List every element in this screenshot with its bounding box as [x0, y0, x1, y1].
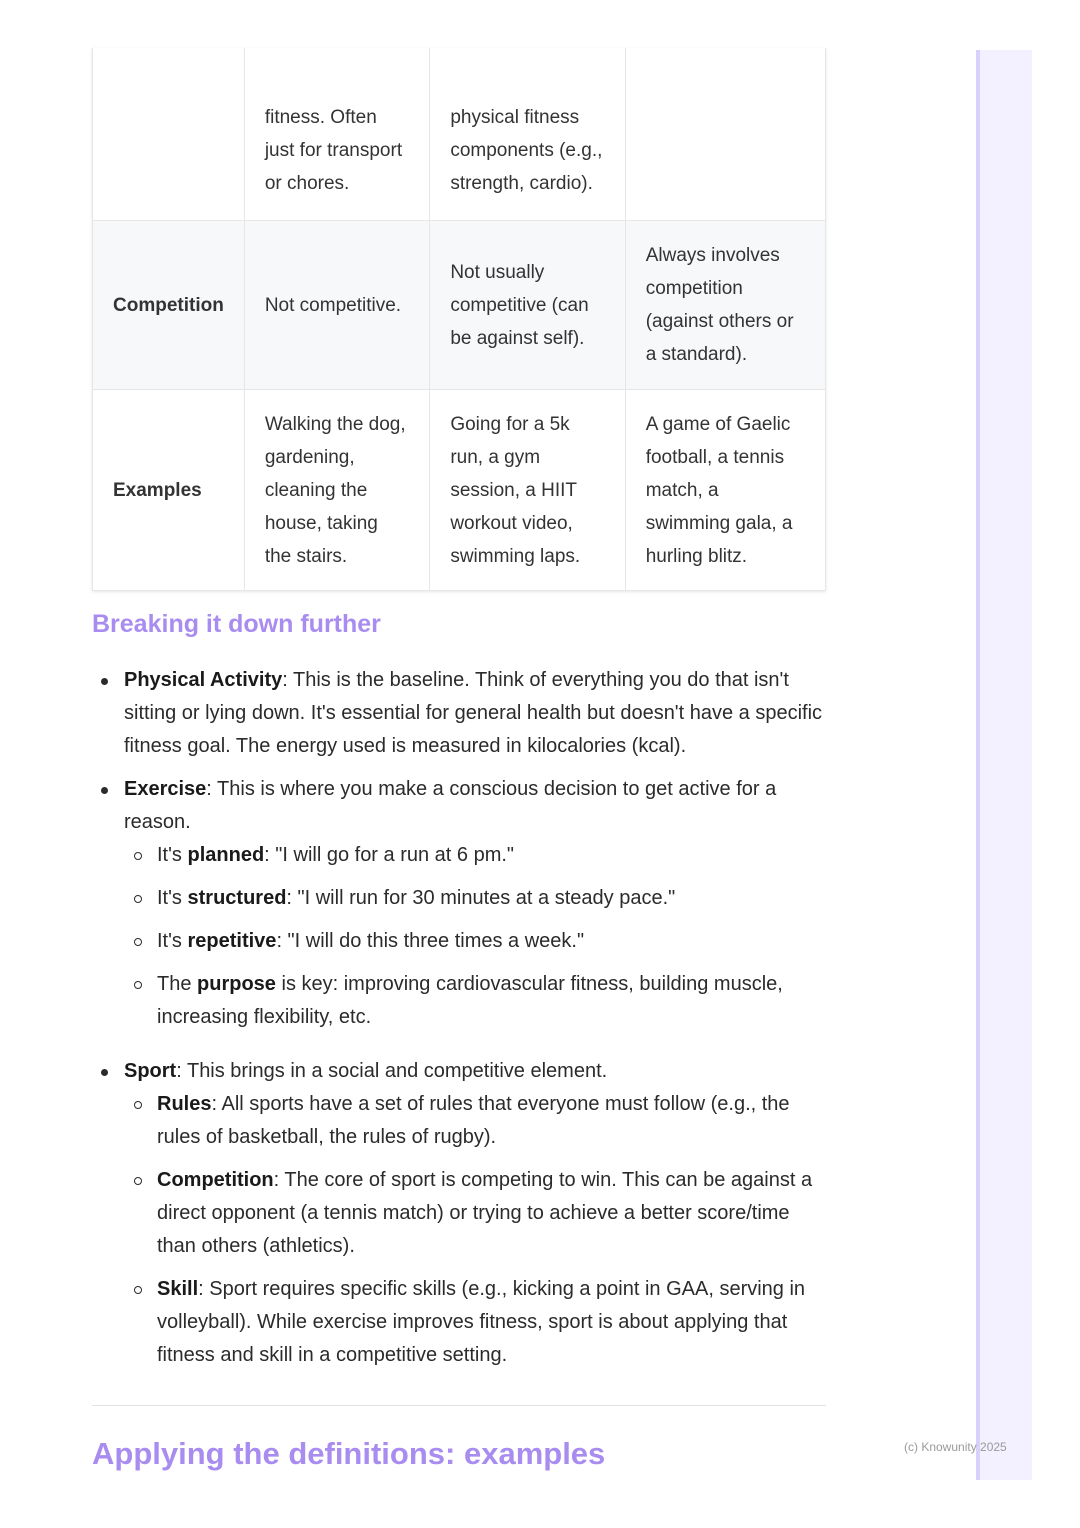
term: Physical Activity — [124, 669, 283, 691]
section-heading: Breaking it down further — [92, 610, 381, 638]
sub-bullet-icon — [134, 852, 142, 860]
sub-item-text: : The core of sport is competing to win. This can be against a direct opponent (a tennis match) or trying to achieve a better score/time than others (athletics). — [157, 1169, 813, 1257]
sub-list-item — [92, 1273, 832, 1372]
sub-bullet-icon — [134, 981, 142, 989]
comparison-table — [92, 48, 826, 591]
table-cell — [625, 48, 825, 221]
table-row — [93, 390, 826, 591]
sub-item-prefix: It's — [157, 844, 188, 866]
table-cell: Always involves competition (against others or a standard). — [625, 221, 825, 390]
side-panel — [976, 50, 1032, 1480]
term: purpose — [197, 973, 276, 995]
term: Exercise — [124, 778, 207, 800]
sub-list-item — [92, 925, 832, 958]
copyright-notice: (c) Knowunity 2025 — [904, 1440, 1007, 1454]
sub-list-item — [92, 1164, 832, 1263]
divider — [92, 1405, 826, 1406]
table-row — [93, 221, 826, 390]
sub-list-item — [92, 839, 832, 872]
row-header-examples: Examples — [93, 390, 245, 591]
sub-list-item — [92, 968, 832, 1034]
sub-item-prefix: The — [157, 973, 198, 995]
table-cell: A game of Gaelic football, a tennis match, a swimming gala, a hurling blitz. — [625, 390, 825, 591]
sub-item-prefix: It's — [157, 887, 188, 909]
term: Sport — [124, 1060, 177, 1082]
table-row — [93, 48, 826, 221]
bullet-icon — [101, 678, 108, 685]
sub-bullet-icon — [134, 1286, 142, 1294]
table-cell: Walking the dog, gardening, cleaning the house, taking the stairs. — [244, 390, 429, 591]
sub-item-text: : "I will run for 30 minutes at a steady pace." — [286, 887, 676, 909]
sub-item-text: : "I will do this three times a week." — [276, 930, 585, 952]
table-cell: physical fitness components (e.g., strength, cardio). — [430, 48, 625, 221]
definition-text: : This is the baseline. Think of everything you do that isn't sitting or lying down. It's essential for general health but doesn't have a specific fitness goal. The energy used is measured in kilocalories (kcal). — [124, 669, 823, 757]
term: Skill — [157, 1278, 199, 1300]
term: repetitive — [187, 930, 277, 952]
term: structured — [187, 887, 287, 909]
table-cell — [93, 48, 245, 221]
sub-item-text: is key: improving cardiovascular fitness, building muscle, increasing flexibility, etc. — [157, 973, 783, 1028]
bullet-icon — [101, 787, 108, 794]
sub-item-text: : "I will go for a run at 6 pm." — [264, 844, 515, 866]
sub-list-item — [92, 882, 832, 915]
sub-bullet-icon — [134, 895, 142, 903]
list-item — [92, 773, 832, 839]
sub-bullet-icon — [134, 1177, 142, 1185]
term: Competition — [157, 1169, 274, 1191]
bullet-icon — [101, 1069, 108, 1076]
sub-bullet-icon — [134, 1101, 142, 1109]
next-section-heading: Applying the definitions: examples — [92, 1436, 606, 1471]
table-cell: Not competitive. — [244, 221, 429, 390]
sub-item-text: : All sports have a set of rules that everyone must follow (e.g., the rules of basketball, the rules of rugby). — [157, 1093, 790, 1148]
table-cell: Not usually competitive (can be against self). — [430, 221, 625, 390]
sub-item-prefix: It's — [157, 930, 188, 952]
sub-list-item — [92, 1088, 832, 1154]
list-item — [92, 664, 832, 763]
definition-text: : This brings in a social and competitive element. — [176, 1060, 608, 1082]
term: planned — [187, 844, 265, 866]
definition-list — [92, 664, 832, 1372]
table-cell: fitness. Often just for transport or chores. — [244, 48, 429, 221]
table-cell: Going for a 5k run, a gym session, a HIIT workout video, swimming laps. — [430, 390, 625, 591]
list-item — [92, 1055, 832, 1088]
term: Rules — [157, 1093, 212, 1115]
definition-text: : This is where you make a conscious decision to get active for a reason. — [124, 778, 777, 833]
row-header-competition: Competition — [93, 221, 245, 390]
sub-bullet-icon — [134, 938, 142, 946]
sub-item-text: : Sport requires specific skills (e.g., kicking a point in GAA, serving in volleyball). While exercise improves fitness, sport is about applying that fitness and skill in a competitive setting. — [157, 1278, 806, 1366]
